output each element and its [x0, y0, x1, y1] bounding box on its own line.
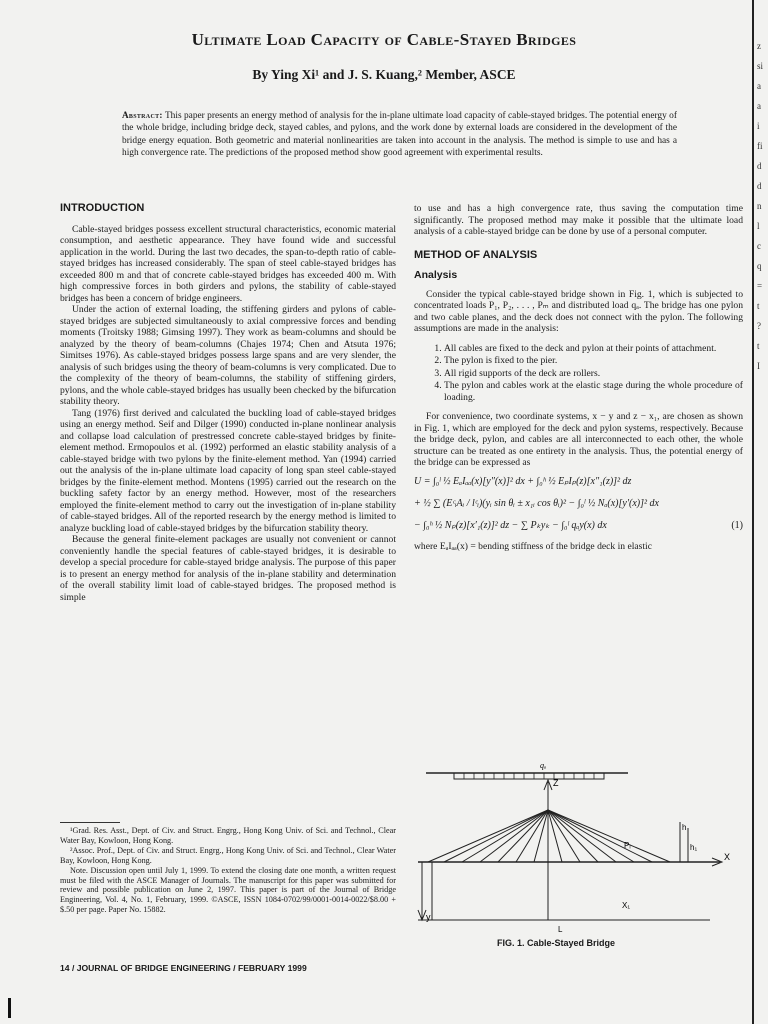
x-axis-label: X	[724, 852, 731, 862]
figure-caption: FIG. 1. Cable-Stayed Bridge	[497, 938, 616, 948]
where-text: where EₐIₐₐ(x) = bending stiffness of the bridge deck in elastic	[414, 540, 652, 552]
edge-fragment: t	[757, 301, 760, 311]
equation-line-3: − ∫₀ʰ ½ Nₚ(z)[x′₁(z)]² dz − ∑ Pₖyₖ − ∫₀ˡ qₐy(x) dx	[414, 519, 607, 531]
scan-margin-mark	[8, 998, 11, 1018]
assumption-item: 2. The pylon is fixed to the pier.	[444, 355, 743, 367]
footnote-2: ²Assoc. Prof., Dept. of Civ. and Struct. Engrg., Hong Kong Univ. of Sci. and Technol., Clear Water Bay, Kowloon, Hong Kong.	[60, 845, 396, 865]
edge-fragment: d	[757, 161, 762, 171]
edge-fragment: =	[757, 281, 763, 291]
edge-fragment: z	[757, 41, 761, 51]
method-heading: METHOD OF ANALYSIS	[414, 248, 538, 261]
page-footer: 14 / JOURNAL OF BRIDGE ENGINEERING / FEBRUARY 1999	[60, 963, 307, 973]
assumptions-list	[414, 343, 743, 404]
edge-fragment: a	[757, 81, 761, 91]
footnotes	[60, 826, 396, 915]
equation-1	[414, 475, 743, 533]
adjacent-page-fragments	[757, 36, 768, 376]
edge-fragment: ?	[757, 321, 761, 331]
edge-fragment: I	[757, 361, 760, 371]
equation-number: (1)	[731, 519, 743, 531]
height-label: h	[682, 823, 687, 832]
intro-paragraph-4: Because the general finite-element packages are usually not convenient or cannot conveniently handle the special features of cable-stayed bridges, it is desirable to develop a special procedure for cable-stayed bridge analysis. The purpose of this paper is to present an energy method for analysis of the in-plane stability and determination of the overall stability limit load of cable-stayed bridges. The proposed method is simple	[60, 534, 396, 603]
assumption-item: 3. All rigid supports of the deck are rollers.	[444, 368, 743, 380]
edge-fragment: fi	[757, 141, 763, 151]
edge-fragment: si	[757, 61, 764, 71]
assumption-item: 1. All cables are fixed to the deck and pylon at their points of attachment.	[444, 343, 743, 355]
right-continuation: to use and has a high convergence rate, thus saving the computation time significantly. The proposed method may make it possible that the ultimate load analysis of a cable-stayed bridge can be done by use of a personal computer.	[414, 203, 743, 237]
abstract-label: Abstract:	[122, 110, 163, 120]
span-label: L	[558, 925, 563, 934]
assumption-item: 4. The pylon and cables work at the elastic stage during the whole procedure of loading.	[444, 380, 743, 403]
edge-fragment: l	[757, 221, 760, 231]
equation-line-2: + ½ ∑ (EᶜᵢAᵢ / lᶜᵢ)(yᵢ sin θᵢ ± x₁ᵢ cos θᵢ)² − ∫₀ˡ ½ Nₐ(x)[y′(x)]² dx	[414, 497, 659, 509]
abstract-text: This paper presents an energy method of analysis for the in-plane ultimate load capacity of cable-stayed bridges. The potential energy of the whole bridge, including bridge deck, stayed cables, and pylons, and the work done by external loads are considered in the development of the bridge energy equation. Both geometric and material nonlinearities are taken into account in the analysis. The method is simple to use and has a high convergence rate. The predictions of the proposed method show good agreement with experimental results.	[122, 111, 677, 158]
z-axis-label: Z	[553, 778, 559, 788]
edge-fragment: q	[757, 261, 762, 271]
intro-paragraph-1: Cable-stayed bridges possess excellent structural characteristics, economic material consumption, and aesthetic appearance. They have found wide and successful application in the world. During the last two decades, the span-to-depth ratio of cable-stayed bridges has increased considerably. The span of steel cable-stayed bridges has exceeded 800 m and that of concrete cable-stayed bridges has exceeded 400 m. With high compressive forces in both girders and pylons, the stability of cable-stayed bridges has been a concern of bridge engineers.	[60, 223, 396, 304]
cable-stayed-bridge-figure	[410, 770, 740, 935]
analysis-paragraph-2: For convenience, two coordinate systems, x − y and z − x₁, are chosen as shown in Fig. 1, which are employed for the deck and pylon systems, respectively. Because the bridge deck, pylon, and cables are all interconnected to each other, the whole structure can be treated as one entirety in the analysis. Thus, the potential energy of the bridge can be expressed as	[414, 411, 743, 468]
analysis-paragraph-1: Consider the typical cable-stayed bridge shown in Fig. 1, which is subjected to concentrated loads P₁, P₂, . . . , Pₘ and distributed load qₐ. The bridge has one pylon and two cable planes, and the deck does not connect with the pylon. The following assumptions are made in the analysis:	[414, 288, 743, 334]
edge-fragment: a	[757, 101, 761, 111]
footnote-rule	[60, 822, 120, 823]
edge-fragment: i	[757, 121, 760, 131]
footnote-note: Note. Discussion open until July 1, 1999. To extend the closing date one month, a written request must be filed with the ASCE Manager of Journals. The manuscript for this paper was submitted for review and possible publication on June 2, 1997. This paper is part of the Journal of Bridge Engineering, Vol. 4, No. 1, February, 1999. ©ASCE, ISSN 1084-0702/99/0001-0014-0022/$8.00 + $.50 per page. Paper No. 15882.	[60, 865, 396, 915]
analysis-heading: Analysis	[414, 269, 458, 281]
left-column	[60, 203, 396, 603]
right-column	[414, 203, 743, 552]
edge-fragment: c	[757, 241, 761, 251]
edge-fragment: n	[757, 201, 762, 211]
author-line: By Ying Xi¹ and J. S. Kuang,² Member, ASCE	[252, 67, 516, 82]
edge-fragment: d	[757, 181, 762, 191]
x1-axis-label: X₁	[622, 901, 631, 910]
height-1-label: h₁	[690, 843, 698, 852]
edge-fragment: t	[757, 341, 760, 351]
intro-paragraph-2: Under the action of external loading, the stiffening girders and pylons of cable-stayed bridges are subjected simultaneously to axial compressive forces and bending moments (Troitsky 1988; Gimsing 1997). They work as beam-columns and should be analyzed by the theory of beam-columns (Chajes 1974; Chen and Atsuta 1976; Simitses 1976). As cable-stayed bridges possess large spans and are very slender, the analysis of such bridges using the theory of beam-columns is very complicated. Due to the complexity of the theory of beam-columns, the stability of stiffening girders, pylons, and the whole cable-stayed bridges has usually been checked by the bifurcation stability theory.	[60, 304, 396, 407]
footnote-1: ¹Grad. Res. Asst., Dept. of Civ. and Struct. Engrg., Hong Kong Univ. of Sci. and Technol., Clear Water Bay, Kowloon, Hong Kong.	[60, 826, 396, 845]
paper-title: Ultimate Load Capacity of Cable-Stayed Bridges	[191, 30, 577, 49]
abstract	[122, 109, 677, 159]
introduction-heading: INTRODUCTION	[60, 202, 145, 214]
load-label: qₐ	[540, 761, 547, 770]
page-edge-line	[752, 0, 754, 1024]
load-pi-label: Pᵢ	[624, 841, 631, 850]
intro-paragraph-3: Tang (1976) first derived and calculated the buckling load of cable-stayed bridges using an energy method. Seif and Dilger (1990) conducted in-plane nonlinear analysis and collapse load calculation of prestressed concrete cable-stayed bridges by finite-element method. Ermopoulos et al. (1992) performed an elastic stability analysis of a cable-stayed bridge with two pylons by the finite-element method. Yan (1994) carried out the analysis of the in-plane ultimate load capacity of long span steel cable-stayed bridges by the finite-element method. Montens (1995) carried out the research on the buckling safety factor by an energy method. However, most of the researchers employed the finite-element method to carry out the investigation of in-plane stability of cable-stayed bridges. All of the reported research by the energy method is limited to analyze buckling load of cable-stayed bridges by the bifurcation stability theory.	[60, 407, 396, 534]
y-axis-label: y	[426, 912, 431, 922]
equation-line-1: U = ∫₀ˡ ½ EₐIₐₐ(x)[y″(x)]² dx + ∫₀ʰ ½ EₚIₚ(z)[x″₁(z)]² dz	[414, 475, 632, 487]
